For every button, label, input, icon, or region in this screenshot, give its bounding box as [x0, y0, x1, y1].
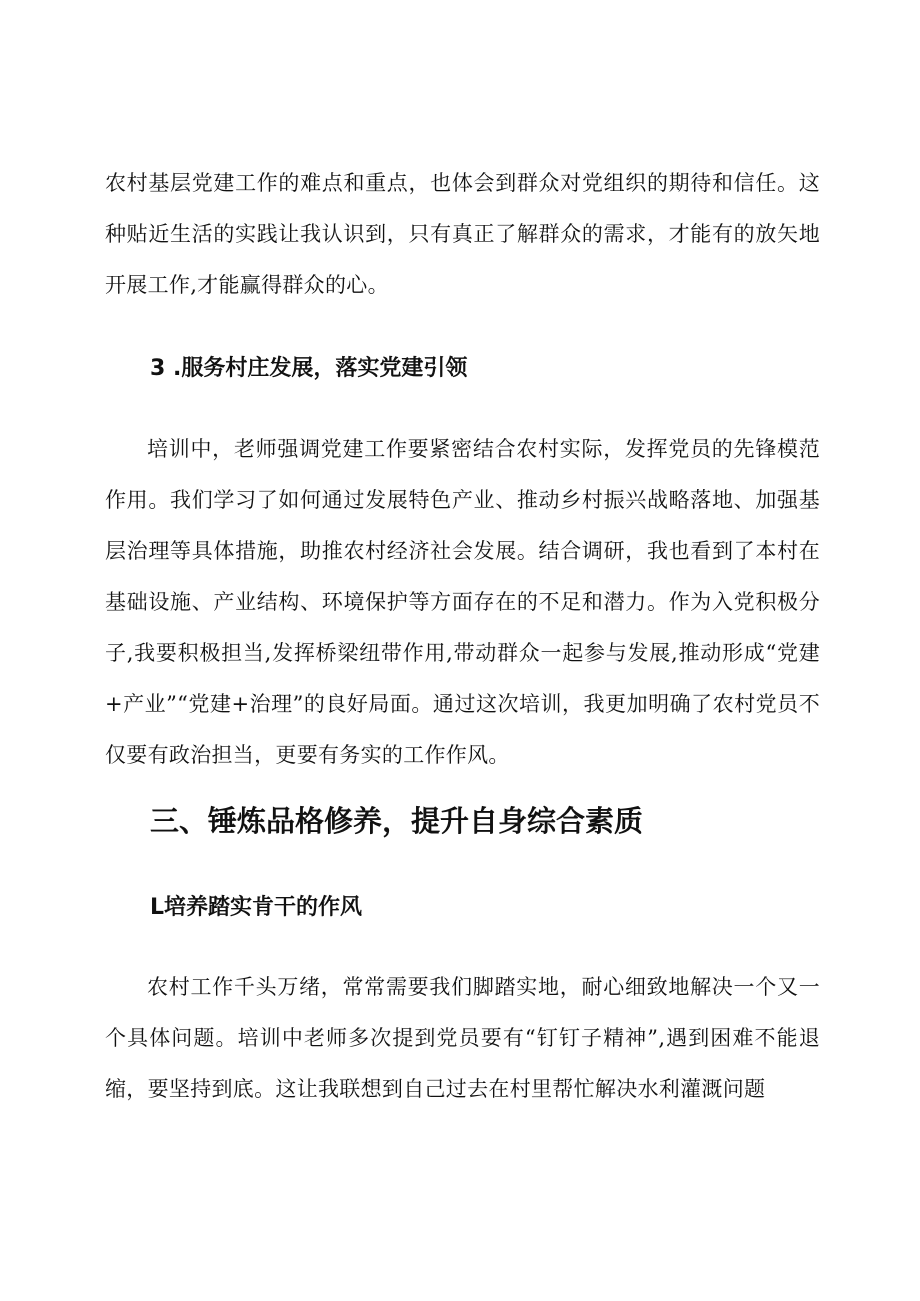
subheading-practical-style: L培养踏实肯干的作风 [150, 895, 363, 920]
body-paragraph-3: 农村工作千头万绪，常常需要我们脚踏实地，耐心细致地解决一个又一个具体问题。培训中老师多次提到党员要有“钉钉子精神”,遇到困难不能退缩，要坚持到底。这让我联想到自己过去在村里帮忙解决水利灌溉问题 [105, 975, 820, 1101]
body-paragraph-2: 培训中，老师强调党建工作要紧密结合农村实际，发挥党员的先锋模范作用。我们学习了如何通过发展特色产业、推动乡村振兴战略落地、加强基层治理等具体措施，助推农村经济社会发展。结合调研，我也看到了本村在基础设施、产业结构、环境保护等方面存在的不足和潜力。作为入党积极分子,我要积极担当,发挥桥梁纽带作用,带动群众一起参与发展,推动形成“党建+产业”“党建+治理”的良好局面。通过这次培训，我更加明确了农村党员不仅要有政治担当，更要有务实的工作作风。 [105, 437, 820, 767]
body-paragraph-1: 农村基层党建工作的难点和重点，也体会到群众对党组织的期待和信任。这种贴近生活的实践让我认识到，只有真正了解群众的需求，才能有的放矢地开展工作,才能赢得群众的心。 [105, 171, 820, 297]
subheading-service-village: 3 .服务村庄发展，落实党建引领 [150, 356, 468, 381]
section-heading-three: 三、锤炼品格修养，提升自身综合素质 [150, 804, 644, 838]
